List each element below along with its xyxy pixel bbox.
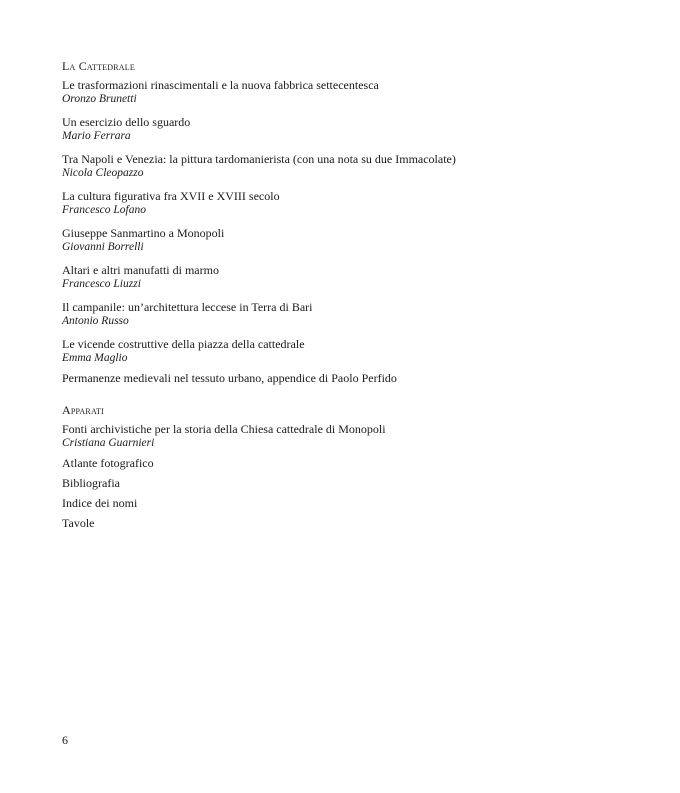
toc-entry[interactable] — [62, 152, 622, 180]
toc-entry[interactable] — [62, 456, 622, 470]
entry-author: Oronzo Brunetti — [62, 93, 137, 105]
entry-title: Indice dei nomi — [62, 496, 138, 510]
page-number: 6 — [62, 733, 68, 747]
entry-author: Nicola Cleopazzo — [62, 167, 144, 179]
entry-author: Mario Ferrara — [62, 130, 131, 142]
toc-entry[interactable] — [62, 476, 622, 490]
toc-entry[interactable] — [62, 115, 622, 143]
toc-entry[interactable] — [62, 422, 622, 450]
entry-title: La cultura figurativa fra XVII e XVIII secolo — [62, 189, 280, 203]
entry-title: Tavole — [62, 516, 95, 530]
entry-author: Francesco Lofano — [62, 204, 147, 216]
table-of-contents — [62, 58, 622, 536]
toc-entry[interactable] — [62, 516, 622, 530]
toc-entry[interactable] — [62, 371, 622, 385]
toc-entry[interactable] — [62, 300, 622, 328]
entry-author: Francesco Liuzzi — [62, 278, 141, 290]
entry-title: Giuseppe Sanmartino a Monopoli — [62, 226, 225, 240]
entry-title: Il campanile: un’architettura leccese in Terra di Bari — [62, 300, 313, 314]
entry-title: Le trasformazioni rinascimentali e la nuova fabbrica settecentesca — [62, 78, 379, 92]
entry-title: Un esercizio dello sguardo — [62, 115, 191, 129]
section-heading-cattedrale: La Cattedrale — [62, 59, 135, 73]
entry-title: Fonti archivistiche per la storia della Chiesa cattedrale di Monopoli — [62, 422, 386, 436]
section-heading-apparati: Apparati — [62, 403, 104, 417]
toc-entry[interactable] — [62, 496, 622, 510]
entry-title: Atlante fotografico — [62, 456, 154, 470]
entry-title: Permanenze medievali nel tessuto urbano, appendice di Paolo Perfido — [62, 371, 397, 385]
entry-author: Cristiana Guarnieri — [62, 437, 155, 449]
toc-entry[interactable] — [62, 78, 622, 106]
entry-title: Bibliografia — [62, 476, 120, 490]
entry-author: Emma Maglio — [62, 352, 128, 364]
entry-author: Antonio Russo — [62, 315, 129, 327]
toc-entry[interactable] — [62, 337, 622, 365]
toc-entry[interactable] — [62, 226, 622, 254]
entry-title: Tra Napoli e Venezia: la pittura tardomanierista (con una nota su due Immacolate) — [62, 152, 456, 166]
toc-entry[interactable] — [62, 189, 622, 217]
entry-author: Giovanni Borrelli — [62, 241, 144, 253]
entry-title: Altari e altri manufatti di marmo — [62, 263, 219, 277]
toc-entry[interactable] — [62, 263, 622, 291]
entry-title: Le vicende costruttive della piazza della cattedrale — [62, 337, 305, 351]
